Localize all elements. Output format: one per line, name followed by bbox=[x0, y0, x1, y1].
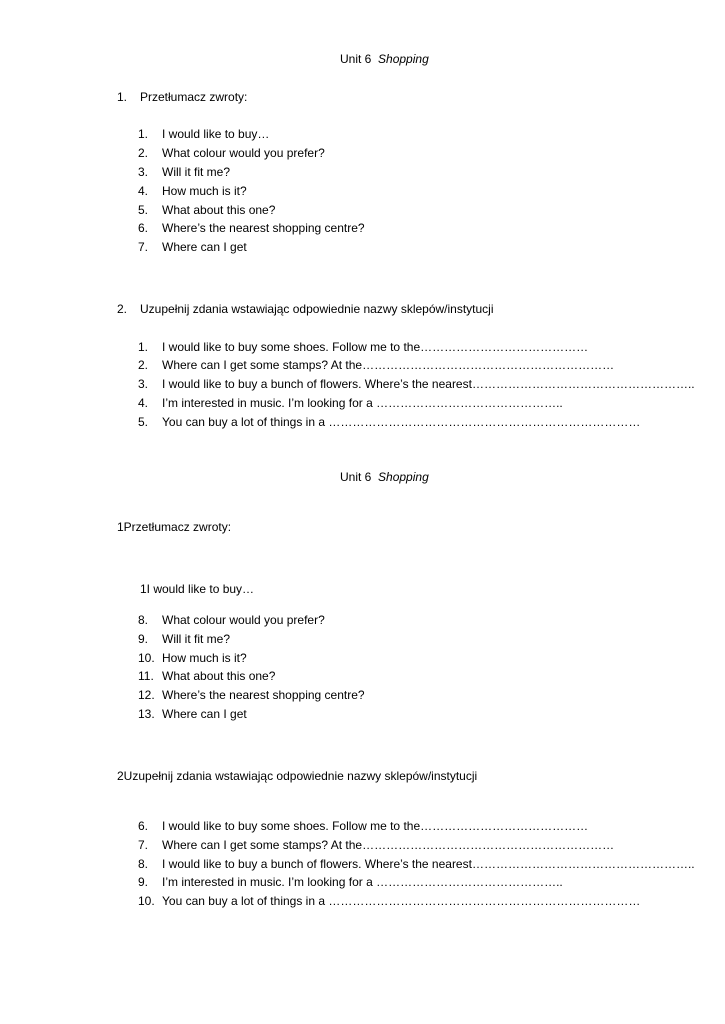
title-prefix: Unit 6 bbox=[340, 470, 372, 484]
list-item-number: 10. bbox=[138, 894, 155, 908]
list-item-text: I would like to buy a bunch of flowers. Where’s the nearest……………………………………………….. bbox=[162, 377, 695, 391]
list-item-number: 2. bbox=[138, 146, 149, 160]
list-item-text: You can buy a lot of things in a …………………………………………………………………… bbox=[162, 894, 641, 908]
list-item-text: Where’s the nearest shopping centre? bbox=[162, 688, 365, 702]
list-item-number: 7. bbox=[138, 838, 149, 852]
list-item-text: I would like to buy… bbox=[162, 127, 270, 141]
list-item-number: 1. bbox=[138, 340, 149, 354]
list-item-number: 10. bbox=[138, 651, 155, 665]
list-item-text: I’m interested in music. I’m looking for a ……………………………………….. bbox=[162, 396, 563, 410]
list-item-number: 5. bbox=[138, 203, 149, 217]
list-item-text: Where can I get bbox=[162, 240, 247, 254]
list-item-text: How much is it? bbox=[162, 651, 247, 665]
list-item-text: What about this one? bbox=[162, 669, 276, 683]
list-item-number: 6. bbox=[138, 221, 149, 235]
list-item-number: 6. bbox=[138, 819, 149, 833]
title-prefix: Unit 6 bbox=[340, 52, 372, 66]
list-item-text: Will it fit me? bbox=[162, 632, 231, 646]
list-item-text: Will it fit me? bbox=[162, 165, 231, 179]
ex2-number: 2. bbox=[117, 302, 128, 316]
list-item-number: 8. bbox=[138, 613, 149, 627]
section-a-title bbox=[340, 52, 429, 66]
list-item-text: I’m interested in music. I’m looking for a ……………………………………….. bbox=[162, 875, 563, 889]
title-italic: Shopping bbox=[378, 52, 429, 66]
list-item-text: How much is it? bbox=[162, 184, 247, 198]
list-item-number: 1. bbox=[138, 127, 149, 141]
ex1-number: 1. bbox=[117, 90, 128, 104]
list-item-number: 8. bbox=[138, 857, 149, 871]
list-item-number: 7. bbox=[138, 240, 149, 254]
list-item-text: I would like to buy some shoes. Follow me to the…………………………………… bbox=[162, 340, 589, 354]
ex1b-first-item: 1I would like to buy… bbox=[140, 582, 255, 596]
list-item-number: 2. bbox=[138, 358, 149, 372]
ex2b-label: 2Uzupełnij zdania wstawiając odpowiednie nazwy sklepów/instytucji bbox=[117, 769, 478, 783]
ex1b-label: 1Przetłumacz zwroty: bbox=[117, 520, 232, 534]
list-item-number: 4. bbox=[138, 184, 149, 198]
list-item-text: Where can I get some stamps? At the……………………………………………………… bbox=[162, 358, 615, 372]
list-item-text: What colour would you prefer? bbox=[162, 146, 325, 160]
ex1-label: Przetłumacz zwroty: bbox=[140, 90, 248, 104]
section-b-title bbox=[340, 470, 429, 484]
list-item-number: 9. bbox=[138, 632, 149, 646]
list-item-text: What about this one? bbox=[162, 203, 276, 217]
list-item-number: 13. bbox=[138, 707, 155, 721]
ex1-heading bbox=[117, 90, 127, 104]
list-item-text: You can buy a lot of things in a …………………………………………………………………… bbox=[162, 415, 641, 429]
list-item-text: What colour would you prefer? bbox=[162, 613, 325, 627]
list-item-number: 12. bbox=[138, 688, 155, 702]
list-item-number: 5. bbox=[138, 415, 149, 429]
list-item-number: 3. bbox=[138, 165, 149, 179]
list-item-text: I would like to buy a bunch of flowers. Where’s the nearest……………………………………………….. bbox=[162, 857, 695, 871]
ex2-label: Uzupełnij zdania wstawiając odpowiednie nazwy sklepów/instytucji bbox=[140, 302, 494, 316]
list-item-text: I would like to buy some shoes. Follow me to the…………………………………… bbox=[162, 819, 589, 833]
list-item-text: Where can I get bbox=[162, 707, 247, 721]
list-item-text: Where’s the nearest shopping centre? bbox=[162, 221, 365, 235]
list-item-number: 3. bbox=[138, 377, 149, 391]
title-italic: Shopping bbox=[378, 470, 429, 484]
list-item-text: Where can I get some stamps? At the……………………………………………………… bbox=[162, 838, 615, 852]
list-item-number: 4. bbox=[138, 396, 149, 410]
list-item-number: 9. bbox=[138, 875, 149, 889]
list-item-number: 11. bbox=[138, 669, 154, 683]
